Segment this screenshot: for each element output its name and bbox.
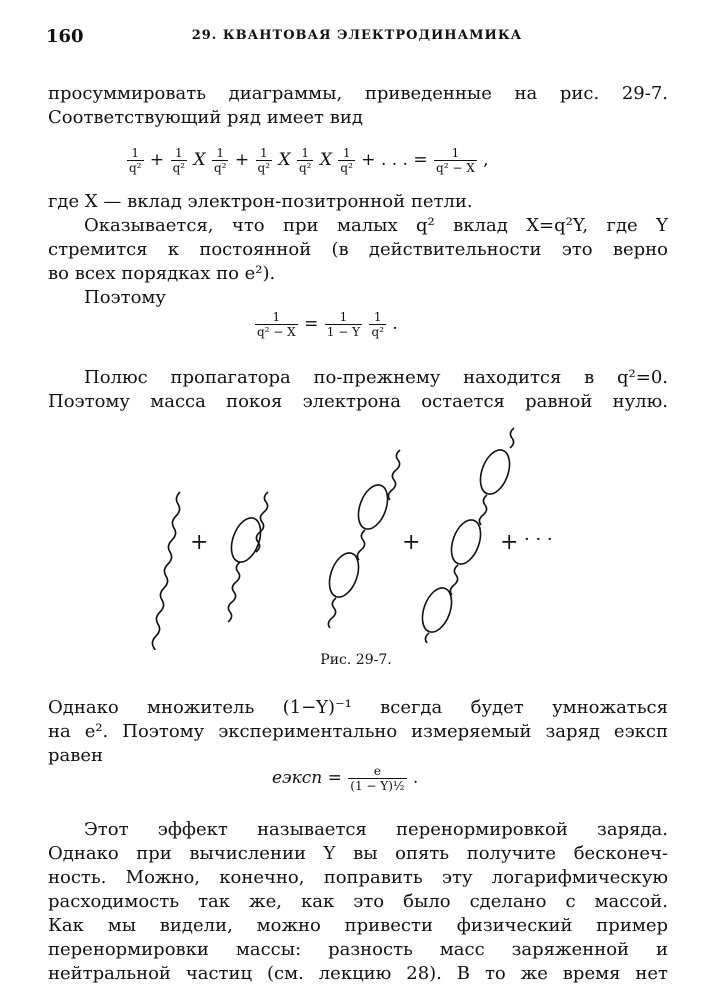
paragraph-5 bbox=[48, 696, 668, 768]
text-line: во всех порядках по e²). bbox=[48, 263, 276, 284]
text-line: ность. Можно, конечно, поправить эту логарифмическую bbox=[48, 867, 668, 888]
text-line: Этот эффект называется перенормировкой заряда. bbox=[84, 819, 668, 840]
electron-loop bbox=[353, 481, 393, 533]
photon-line bbox=[328, 598, 336, 628]
photon-line bbox=[425, 633, 429, 643]
paragraph-6 bbox=[48, 818, 668, 986]
text-line: Поэтому bbox=[84, 287, 167, 308]
page-header bbox=[46, 26, 668, 50]
page-number: 160 bbox=[46, 26, 84, 47]
photon-line bbox=[479, 495, 487, 525]
paragraph-2 bbox=[48, 190, 668, 214]
equation-propagator: $\frac{1}{\text{q² − X}}$ = $\frac{1}{1 - Y}$ $\frac{1}{\text{q²}}$ . bbox=[257, 310, 398, 339]
text-line: стремится к постоянной (в действительности это верно bbox=[48, 239, 668, 260]
photon-line bbox=[388, 450, 400, 500]
text-line: просуммировать диаграммы, приведенные на рис. 29-7. bbox=[48, 83, 668, 104]
figure-caption: Рис. 29-7. bbox=[320, 652, 392, 668]
paragraph-3 bbox=[48, 214, 668, 310]
plus-sign: + bbox=[402, 530, 421, 555]
text-line: Поэтому масса покоя электрона остается равной нулю. bbox=[48, 391, 668, 412]
text-line: расходимость так же, как это было сделано с массой. bbox=[48, 891, 668, 912]
text-line: равен bbox=[48, 745, 104, 766]
electron-loop bbox=[226, 514, 266, 566]
text-line: Полюс пропагатора по-прежнему находится в q²=0. bbox=[84, 367, 668, 388]
photon-line bbox=[148, 492, 180, 650]
text-line: нейтральной частиц (см. лекцию 28). В то же время нет bbox=[48, 963, 668, 984]
text-line: Однако при вычислении Y вы опять получите бесконеч- bbox=[48, 843, 668, 864]
plus-sign: + bbox=[500, 530, 519, 555]
photon-line bbox=[450, 565, 458, 595]
text-line: Как мы видели, можно привести физический пример bbox=[48, 915, 668, 936]
text-line: на e². Поэтому экспериментально измеряемый заряд eэксп bbox=[48, 721, 668, 742]
photon-line bbox=[228, 562, 240, 622]
electron-loop bbox=[475, 446, 515, 498]
text-line: Оказывается, что при малых q² вклад X=q²Y, где Y bbox=[84, 215, 668, 236]
text-line: перенормировки массы: разность масс заряженной и bbox=[48, 939, 668, 960]
plus-sign: + bbox=[190, 530, 209, 555]
text-line: Соответствующий ряд имеет вид bbox=[48, 107, 363, 128]
running-title: 29. КВАНТОВАЯ ЭЛЕКТРОДИНАМИКА bbox=[191, 28, 523, 43]
text-line: где X — вклад электрон-позитронной петли. bbox=[48, 191, 473, 212]
feynman-diagrams-figure bbox=[0, 410, 712, 650]
text-line: Однако множитель (1−Y)⁻¹ всегда будет умножаться bbox=[48, 697, 668, 718]
equation-series: $\frac{1}{\text{q²}}$ + $\frac{1}{\text{q²}}$ X $\frac{1}{\text{q²}}$ + $\frac{1}{\text{q²}}$ X $\frac{1}{\text{q²}}$ X $\frac{1}{\text{q²}}$ + . . . = $\frac{1}{\text{q² − X}}$ , bbox=[129, 146, 489, 175]
photon-line bbox=[510, 428, 514, 448]
equation-charge: eэксп = $\frac{e}{\text{(1 − Y)½}}$ . bbox=[272, 764, 419, 793]
paragraph-4 bbox=[48, 366, 668, 414]
photon-line bbox=[357, 530, 365, 560]
ellipsis: · · · bbox=[524, 529, 553, 550]
paragraph-1 bbox=[48, 82, 668, 130]
